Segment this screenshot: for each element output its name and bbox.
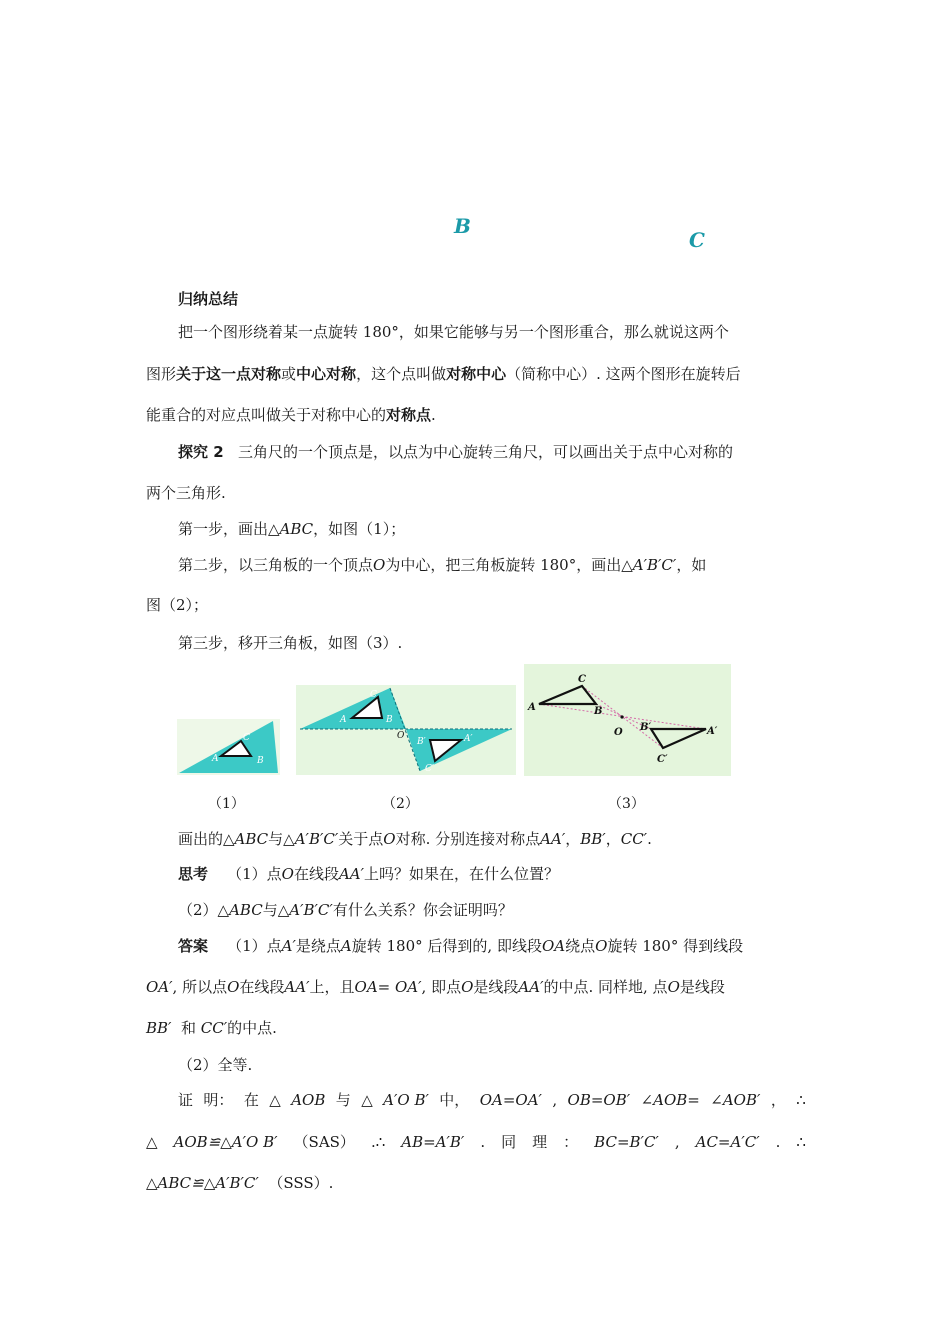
text: 同 xyxy=(501,1133,517,1151)
text: 是线段 xyxy=(473,978,519,996)
f3-label-o: O xyxy=(614,727,623,738)
step-3: 第三步，移开三角板，如图（3）. xyxy=(178,634,403,652)
text: 旋转 180° 后得到的, 即线段 xyxy=(351,937,542,955)
math: A′B′C′ xyxy=(632,556,677,574)
math: A xyxy=(340,937,352,955)
text: 的中点. xyxy=(227,1019,277,1037)
answer-label: 答案 xyxy=(178,937,209,955)
proof-line-2 xyxy=(146,1132,806,1152)
math: AOB≌△A′O B′ xyxy=(173,1133,278,1151)
text: 中， xyxy=(439,1091,470,1109)
text: ∴ xyxy=(796,1133,806,1151)
text: 旋转 180° 得到线段 xyxy=(607,937,744,955)
math: AB=A′B′ xyxy=(401,1133,465,1151)
math: CC′ xyxy=(620,830,648,848)
text: 与△ xyxy=(268,830,295,848)
text: . xyxy=(480,1133,486,1151)
math: OA′ xyxy=(146,978,173,996)
math: O xyxy=(373,556,386,574)
explore-line-2: 两个三角形. xyxy=(146,484,226,502)
f1-label-a: A xyxy=(212,754,219,764)
answer-line-3 xyxy=(146,1018,277,1038)
text: .∴ xyxy=(370,1133,386,1151)
f3-label-c: C xyxy=(578,674,586,685)
text: 与△ xyxy=(262,901,290,919)
text: ， xyxy=(770,1091,786,1109)
math: CC′ xyxy=(200,1019,228,1037)
text: 为中心，把三角板旋转 180°，画出△ xyxy=(385,556,633,574)
f3-label-c2: C′ xyxy=(657,754,668,765)
text: 绕点 xyxy=(565,937,596,955)
step-1 xyxy=(178,519,405,539)
text: 上，且 xyxy=(309,978,355,996)
math: AC=A′C′ xyxy=(695,1133,760,1151)
term-point-symmetry: 关于这一点对称 xyxy=(176,365,282,383)
math: O xyxy=(227,978,240,996)
text: . xyxy=(647,830,652,848)
text: 图形 xyxy=(146,365,177,383)
f1-label-c: C xyxy=(243,733,250,743)
text: 证 xyxy=(178,1091,194,1109)
answer-line-4: （2）全等. xyxy=(178,1056,253,1074)
math: A′B′C′ xyxy=(289,901,333,919)
after-line xyxy=(178,829,652,849)
text: ， xyxy=(565,830,581,848)
text: 第二步，以三角板的一个顶点 xyxy=(178,556,374,574)
text: 和 xyxy=(181,1019,197,1037)
math: BB′ xyxy=(580,830,606,848)
text: △ xyxy=(269,1091,281,1109)
math: OA=OA′ xyxy=(479,1091,542,1109)
f3-label-a: A xyxy=(528,702,536,713)
math: ∠AOB= xyxy=(640,1091,700,1109)
math: BB′ xyxy=(146,1019,172,1037)
math: AA′ xyxy=(540,830,566,848)
proof-line-1 xyxy=(178,1090,806,1110)
math: BC=B′C′ xyxy=(594,1133,659,1151)
math: OB=OB′ xyxy=(567,1091,631,1109)
text: 对称. 分别连接对称点 xyxy=(395,830,541,848)
text: （SAS） xyxy=(293,1133,355,1151)
text: . xyxy=(431,406,436,424)
text: （2）△ xyxy=(178,901,230,919)
text: 明： xyxy=(203,1091,234,1109)
math: O xyxy=(595,937,608,955)
text: 第一步，画出△ xyxy=(178,520,280,538)
text: 画出的△ xyxy=(178,830,235,848)
math: AA′ xyxy=(284,978,310,996)
text: △ xyxy=(146,1174,158,1192)
text: 与 xyxy=(335,1091,351,1109)
think-q2 xyxy=(178,900,513,920)
summary-heading: 归纳总结 xyxy=(178,290,239,308)
math: ABC xyxy=(279,520,314,538)
math: O xyxy=(667,978,680,996)
think-label: 思考 xyxy=(178,865,209,883)
text: △ xyxy=(361,1091,373,1109)
math: A′ xyxy=(281,937,296,955)
math: ABC xyxy=(234,830,269,848)
text: , 即点 xyxy=(421,978,462,996)
step-2-cont: 图（2）； xyxy=(146,596,209,614)
math: ABC≌△A′B′C′ xyxy=(157,1174,259,1192)
term-center: 对称中心 xyxy=(446,365,507,383)
text: （SSS）. xyxy=(268,1174,334,1192)
math: OA= OA′ xyxy=(354,978,422,996)
caption-2: （2） xyxy=(382,796,419,812)
think-q1 xyxy=(178,864,559,884)
text: ∴ xyxy=(796,1091,806,1109)
text: 是线段 xyxy=(679,978,725,996)
f2-label-a: A xyxy=(340,715,347,725)
proof-line-3 xyxy=(146,1173,333,1193)
summary-line-2 xyxy=(146,364,741,384)
answer-line-2 xyxy=(146,977,725,997)
math: AOB xyxy=(291,1091,326,1109)
text: ，这个点叫做 xyxy=(356,365,447,383)
text: , 所以点 xyxy=(172,978,228,996)
text: （简称中心）. 这两个图形在旋转后 xyxy=(506,365,741,383)
term-central-symmetry: 中心对称 xyxy=(296,365,357,383)
term-symmetric-points: 对称点 xyxy=(386,406,432,424)
text: （1）点 xyxy=(227,937,282,955)
math: ABC xyxy=(229,901,263,919)
text: △ xyxy=(146,1133,158,1151)
text: （1）点 xyxy=(227,865,282,883)
top-letter-c: C xyxy=(689,228,705,252)
f2-label-b2: B′ xyxy=(417,737,426,747)
text: ，如 xyxy=(676,556,707,574)
text: ，如图（1）； xyxy=(313,520,406,538)
math: AA′ xyxy=(338,865,365,883)
explore-line-1 xyxy=(178,442,733,462)
f1-label-b: B xyxy=(257,756,264,766)
f3-label-b2: B′ xyxy=(640,722,652,733)
text: 在线段 xyxy=(239,978,285,996)
math: AA′ xyxy=(518,978,544,996)
text: . xyxy=(775,1133,781,1151)
math: A′B′C′ xyxy=(294,830,339,848)
summary-line-3 xyxy=(146,405,436,425)
text: 上吗？如果在，在什么位置？ xyxy=(364,865,560,883)
text: , xyxy=(552,1091,558,1109)
text: 在 xyxy=(243,1091,259,1109)
math: O xyxy=(461,978,474,996)
answer-line-1 xyxy=(178,936,743,956)
f2-label-c2: C′ xyxy=(425,764,434,774)
f2-label-c: C xyxy=(370,690,377,700)
f2-label-o: O xyxy=(397,731,405,741)
text: 有什么关系？你会证明吗？ xyxy=(332,901,513,919)
math: O xyxy=(281,865,294,883)
math: O xyxy=(383,830,396,848)
text: 在线段 xyxy=(293,865,339,883)
text: 关于点 xyxy=(338,830,384,848)
text: 或 xyxy=(281,365,297,383)
f2-label-b: B xyxy=(386,715,393,725)
text: 理 xyxy=(532,1133,548,1151)
math: OA xyxy=(541,937,566,955)
text: ： xyxy=(563,1133,579,1151)
math: ∠AOB′ xyxy=(710,1091,761,1109)
summary-line-1: 把一个图形绕着某一点旋转 180°，如果它能够与另一个图形重合，那么就说这两个 xyxy=(178,323,729,341)
math: A′O B′ xyxy=(383,1091,429,1109)
text: , xyxy=(674,1133,680,1151)
caption-3: （3） xyxy=(608,796,645,812)
step-2 xyxy=(178,555,706,575)
text: ， xyxy=(605,830,621,848)
explore-label: 探究 2 xyxy=(178,443,224,461)
caption-1: （1） xyxy=(208,796,245,812)
figure-1 xyxy=(177,719,280,775)
f2-label-a2: A′ xyxy=(464,734,473,744)
text: 能重合的对应点叫做关于对称中心的 xyxy=(146,406,387,424)
figure-2 xyxy=(296,685,516,775)
top-letter-b: B xyxy=(454,214,471,238)
text: 是绕点 xyxy=(295,937,341,955)
text: 三角尺的一个顶点是，以点为中心旋转三角尺，可以画出关于点中心对称的 xyxy=(237,443,733,461)
figure-3 xyxy=(524,664,731,776)
text: 的中点. 同样地, 点 xyxy=(543,978,668,996)
f3-label-a2: A′ xyxy=(707,726,718,737)
f3-label-b: B xyxy=(594,706,603,717)
